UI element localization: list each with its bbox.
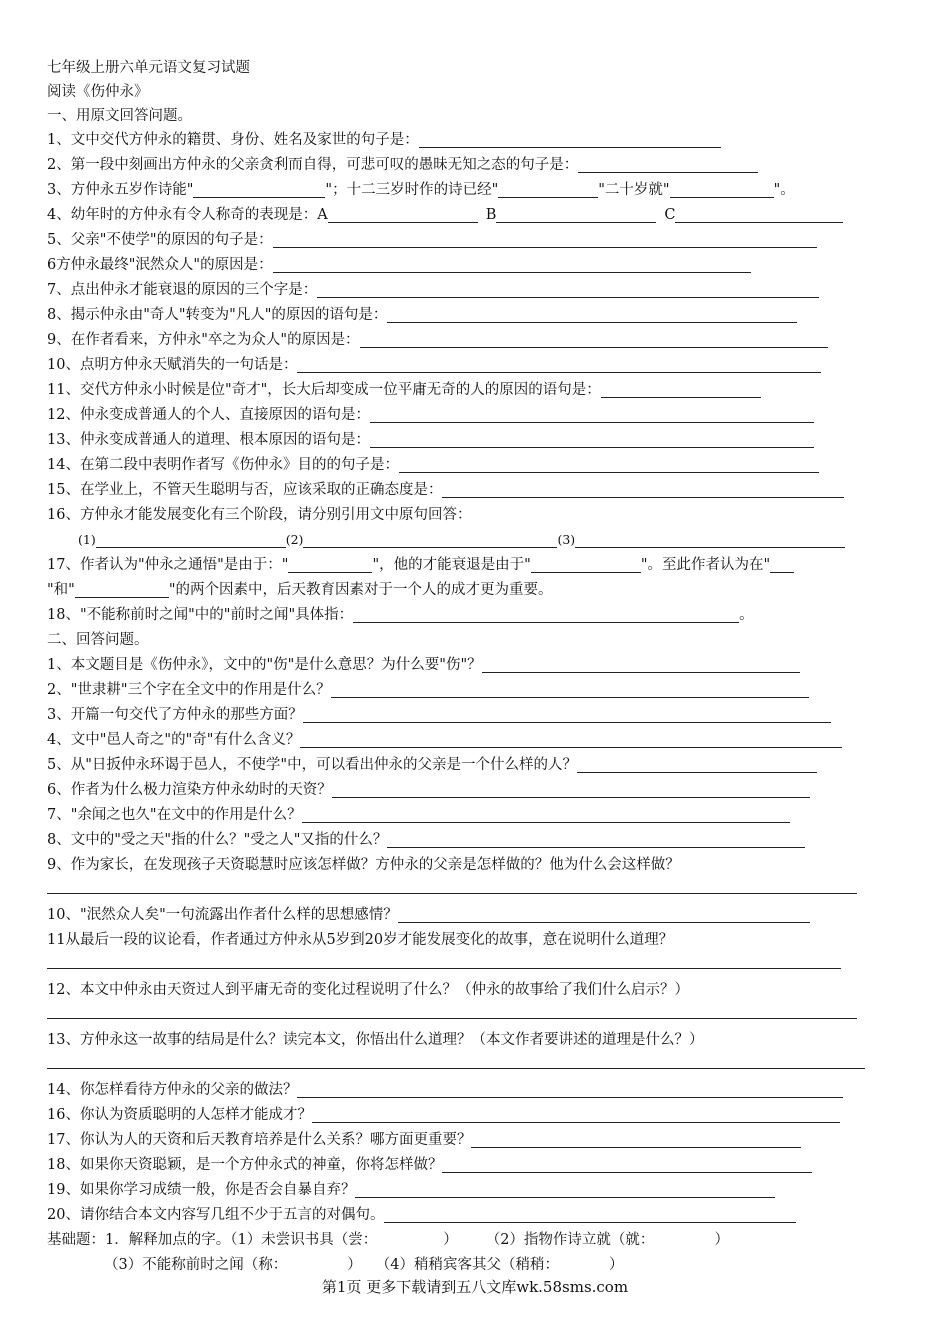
- q1-10: 10、点明方仲永天赋消失的一句话是：: [47, 353, 821, 377]
- q1-9: 9、在作者看来，方仲永"卒之为众人"的原因是：: [47, 328, 828, 352]
- q2-8: 8、文中的"受之天"指的什么？"受之人"又指的什么？: [47, 828, 805, 852]
- q2-1: 1、本文题目是《伤仲永》，文中的"伤"是什么意思？为什么要"伤"？: [47, 653, 800, 677]
- q1-14: 14、在第二段中表明作者写《伤仲永》目的的句子是：: [47, 453, 819, 477]
- answer-blank[interactable]: [675, 206, 843, 223]
- q1-5: 5、父亲"不使学"的原因的句子是：: [47, 228, 817, 252]
- answer-blank[interactable]: [312, 1106, 840, 1123]
- q2-10: 10、"泯然众人矣"一句流露出作者什么样的思想感情？: [47, 903, 810, 927]
- q2-6: 6、作者为什么极力渲染方仲永幼时的天资？: [47, 778, 810, 802]
- answer-blank[interactable]: [575, 531, 845, 548]
- answer-blank[interactable]: [770, 556, 794, 573]
- q2-13: 13、方仲永这一故事的结局是什么？读完本文，你悟出什么道理？（本文作者要讲述的道理是什么？）: [47, 1032, 704, 1048]
- q1-1: 1、文中交代方仲永的籍贯、身份、姓名及家世的句子是：: [47, 128, 721, 152]
- q1-16-parts: (1) (2) (3): [78, 528, 845, 552]
- answer-blank[interactable]: [273, 256, 751, 273]
- q2-3: 3、开篇一句交代了方仲永的那些方面？: [47, 703, 831, 727]
- q1-17: 17、作者认为"仲永之通悟"是由于：" "，他的才能衰退是由于" "。至此作者认为在": [47, 553, 794, 577]
- section2-heading: 二、回答问题。: [47, 632, 149, 648]
- answer-blank[interactable]: [577, 756, 817, 773]
- q1-17-cont: "和" "的两个因素中，后天教育因素对于一个人的成才更为重要。: [47, 582, 553, 598]
- answer-blank[interactable]: [360, 331, 828, 348]
- q1-2: 2、第一段中刻画出方仲永的父亲贪利而自得，可悲可叹的愚昧无知之态的句子是：: [47, 153, 758, 177]
- answer-blank[interactable]: [398, 906, 810, 923]
- answer-line[interactable]: [47, 893, 857, 894]
- answer-blank[interactable]: [442, 481, 844, 498]
- q2-5: 5、从"日扳仲永环谒于邑人，不使学"中，可以看出仲永的父亲是一个什么样的人？: [47, 753, 817, 777]
- answer-blank[interactable]: [353, 606, 739, 623]
- answer-blank[interactable]: [387, 306, 797, 323]
- answer-blank[interactable]: [370, 406, 814, 423]
- answer-blank[interactable]: [384, 1206, 796, 1223]
- q2-7: 7、"余闻之也久"在文中的作用是什么？: [47, 803, 790, 827]
- q2-4: 4、文中"邑人奇之"的"奇"有什么含义？: [47, 728, 842, 752]
- answer-blank[interactable]: [498, 181, 598, 198]
- answer-blank[interactable]: [482, 656, 800, 673]
- answer-blank[interactable]: [578, 156, 758, 173]
- answer-line[interactable]: [47, 1068, 865, 1069]
- q2-19: 19、如果你学习成绩一般，你是否会自暴自弃？: [47, 1178, 775, 1202]
- answer-blank[interactable]: [601, 381, 761, 398]
- answer-line[interactable]: [47, 1018, 857, 1019]
- answer-blank[interactable]: [531, 556, 641, 573]
- answer-blank[interactable]: [297, 1081, 843, 1098]
- answer-blank[interactable]: [332, 781, 810, 798]
- reading-label: 阅读《伤仲永》: [47, 84, 149, 100]
- answer-blank[interactable]: [331, 681, 809, 698]
- answer-blank[interactable]: [317, 281, 819, 298]
- q1-8: 8、揭示仲永由"奇人"转变为"凡人"的原因的语句是：: [47, 303, 797, 327]
- answer-blank[interactable]: [302, 806, 790, 823]
- q2-18: 18、如果你天资聪颖，是一个方仲永式的神童，你将怎样做？: [47, 1153, 812, 1177]
- doc-title: 七年级上册六单元语文复习试题: [47, 60, 250, 76]
- q1-11: 11、交代方仲永小时候是位"奇才"，长大后却变成一位平庸无奇的人的原因的语句是：: [47, 378, 761, 402]
- q2-16: 16、你认为资质聪明的人怎样才能成才？: [47, 1103, 840, 1127]
- answer-blank[interactable]: [300, 731, 842, 748]
- q2-14: 14、你怎样看待方仲永的父亲的做法？: [47, 1078, 843, 1102]
- answer-blank[interactable]: [442, 1156, 812, 1173]
- answer-blank[interactable]: [273, 231, 817, 248]
- answer-blank[interactable]: [670, 181, 774, 198]
- q2-12: 12、本文中仲永由天资过人到平庸无奇的变化过程说明了什么？（仲永的故事给了我们什么启示？）: [47, 982, 689, 998]
- answer-blank[interactable]: [303, 706, 831, 723]
- q1-13: 13、仲永变成普通人的道理、根本原因的语句是：: [47, 428, 814, 452]
- answer-blank[interactable]: [193, 181, 325, 198]
- q1-4: 4、幼年时的方仲永有令人称奇的表现是：A B C: [47, 203, 843, 227]
- answer-blank[interactable]: [297, 356, 821, 373]
- q1-7: 7、点出仲永才能衰退的原因的三个字是：: [47, 278, 819, 302]
- answer-blank[interactable]: [288, 556, 372, 573]
- answer-blank[interactable]: [471, 1131, 801, 1148]
- answer-blank[interactable]: [419, 131, 721, 148]
- answer-blank[interactable]: [399, 456, 819, 473]
- q2-9: 9、作为家长，在发现孩子天资聪慧时应该怎样做？方仲永的父亲是怎样做的？他为什么会这样做？: [47, 857, 680, 873]
- q2-11: 11从最后一段的议论看，作者通过方仲永从5岁到20岁才能发展变化的故事，意在说明什么道理？: [47, 932, 674, 948]
- page-footer: 第1页 更多下载请到五八文库wk.58sms.com: [321, 1278, 629, 1296]
- q1-15: 15、在学业上，不管天生聪明与否，应该采取的正确态度是：: [47, 478, 844, 502]
- q2-17: 17、你认为人的天资和后天教育培养是什么关系？哪方面更重要？: [47, 1128, 801, 1152]
- answer-blank[interactable]: [303, 531, 557, 548]
- answer-line[interactable]: [47, 968, 841, 969]
- q1-12: 12、仲永变成普通人的个人、直接原因的语句是：: [47, 403, 814, 427]
- answer-blank[interactable]: [387, 831, 805, 848]
- q1-3: 3、方仲永五岁作诗能" "；十二三岁时作的诗已经" "二十岁就" "。: [47, 182, 795, 198]
- answer-blank[interactable]: [96, 531, 286, 548]
- q1-16: 16、方仲永才能发展变化有三个阶段，请分别引用文中原句回答：: [47, 507, 472, 523]
- answer-blank[interactable]: [370, 431, 814, 448]
- q1-18: 18、"不能称前时之闻"中的"前时之闻"具体指： 。: [47, 607, 754, 623]
- answer-blank[interactable]: [328, 206, 478, 223]
- answer-blank[interactable]: [496, 206, 656, 223]
- basic-line2: （3）不能称前时之闻（称： ） （4）稍稍宾客其父（稍稍： ）: [104, 1257, 624, 1273]
- q2-20: 20、请你结合本文内容写几组不少于五言的对偶句。: [47, 1203, 796, 1227]
- section1-heading: 一、用原文回答问题。: [47, 108, 192, 124]
- answer-blank[interactable]: [355, 1181, 775, 1198]
- q1-6: 6方仲永最终"泯然众人"的原因是：: [47, 253, 751, 277]
- answer-blank[interactable]: [75, 581, 169, 598]
- q2-2: 2、"世隶耕"三个字在全文中的作用是什么？: [47, 678, 809, 702]
- basic-line1: 基础题：1．解释加点的字。（1）未尝识书具（尝： ） （2）指物作诗立就（就： ）: [47, 1232, 729, 1248]
